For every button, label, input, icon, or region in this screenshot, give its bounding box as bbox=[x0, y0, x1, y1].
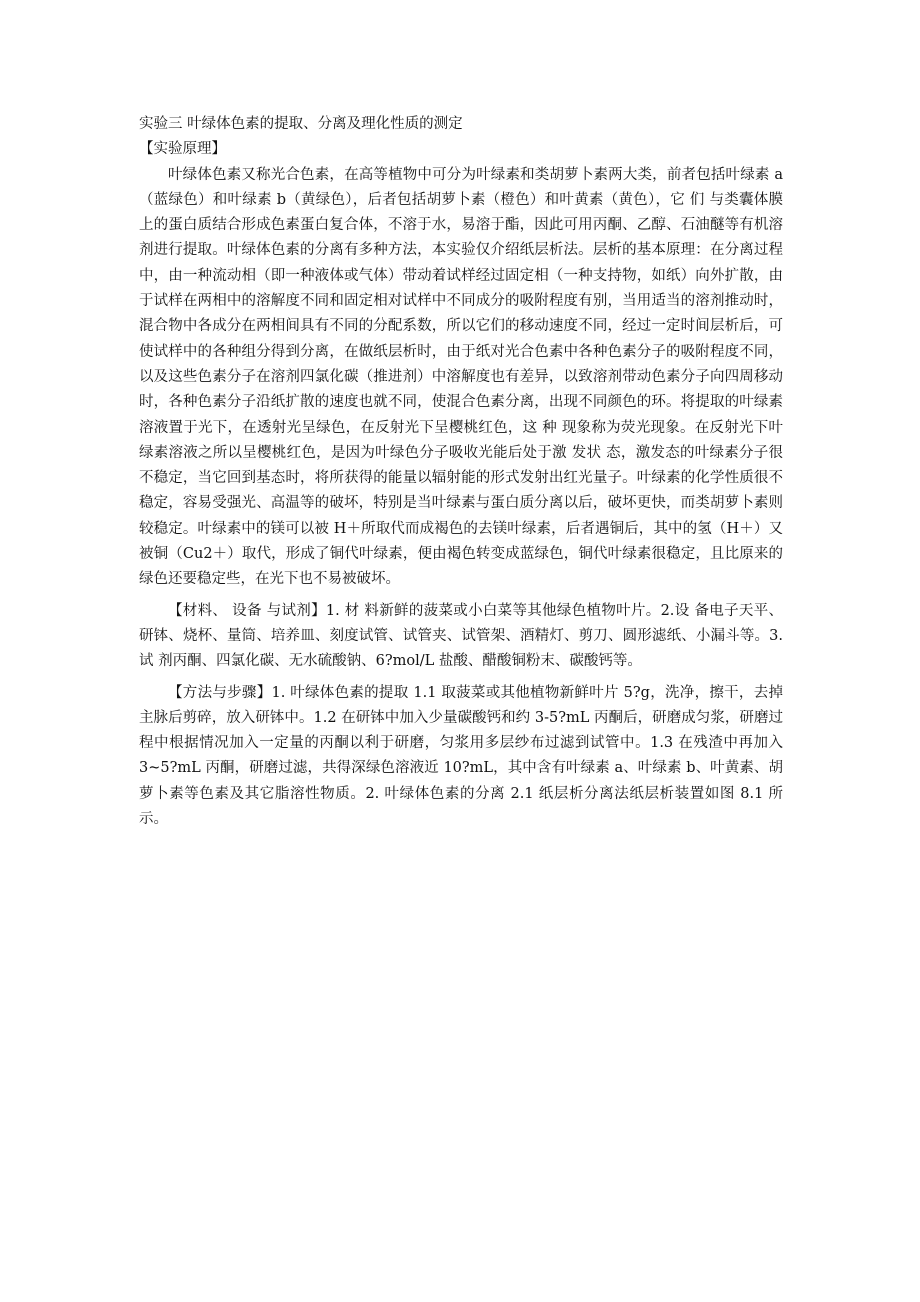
materials-paragraph: 【材料、 设备 与试剂】1. 材 料新鲜的菠菜或小白菜等其他绿色植物叶片。2.设 备电子天平、研钵、烧杯、量筒、培养皿、刻度试管、试管夹、试管架、酒精灯、剪刀、圆形滤纸、小漏斗等。3.试 剂丙酮、四氯化碳、无水硫酸钠、6?mol/L 盐酸、醋酸铜粉末、碳酸钙等。 bbox=[139, 602, 783, 670]
principle-paragraph: 叶绿体色素又称光合色素，在高等植物中可分为叶绿素和类胡萝卜素两大类，前者包括叶绿素 a（蓝绿色）和叶绿素 b（黄绿色），后者包括胡萝卜素（橙色）和叶黄素（黄色），它 们 与类囊体膜上的蛋白质结合形成色素蛋白复合体，不溶于水，易溶于酯，因此可用丙酮、乙醇、石油醚等有机溶剂进行提取。叶绿体色素的分离有多种方法，本实验仅介绍纸层析法。层析的基本原理：在分离过程中，由一种流动相（即一种液体或气体）带动着试样经过固定相（一种支持物，如纸）向外扩散，由于试样在两相中的溶解度不同和固定相对试样中不同成分的吸附程度有别，当用适当的溶剂推动时，混合物中各成分在两相间具有不同的分配系数，所以它们的移动速度不同，经过一定时间层析后，可使试样中的各种组分得到分离，在做纸层析时，由于纸对光合色素中各种色素分子的吸附程度不同，以及这些色素分子在溶剂四氯化碳（推进剂）中溶解度也有差异，以致溶剂带动色素分子向四周移动时，各种色素分子沿纸扩散的速度也就不同，使混合色素分离，出现不同颜色的环。将提取的叶绿素溶液置于光下，在透射光呈绿色，在反射光下呈樱桃红色，这 种 现象称为荧光现象。在反射光下叶绿素溶液之所以呈樱桃红色，是因为叶绿色分子吸收光能后处于激 发状 态，激发态的叶绿素分子很不稳定，当它回到基态时，将所获得的能量以辐射能的形式发射出红光量子。叶绿素的化学性质很不稳定，容易受强光、高温等的破坏，特别是当叶绿素与蛋白质分离以后，破坏更快，而类胡萝卜素则较稳定。叶绿素中的镁可以被 H＋所取代而成褐色的去镁叶绿素，后者遇铜后，其中的氢（H＋）又被铜（Cu2＋）取代，形成了铜代叶绿素，便由褐色转变成蓝绿色，铜代叶绿素很稳定，且比原来的绿色还要稳定些，在光下也不易被破坏。 bbox=[139, 166, 783, 588]
methods-paragraph: 【方法与步骤】1. 叶绿体色素的提取 1.1 取菠菜或其他植物新鲜叶片 5?g，洗净，擦干，去掉主脉后剪碎，放入研钵中。1.2 在研钵中加入少量碳酸钙和约 3-5?mL 丙酮后，研磨成匀浆，研磨过程中根据情况加入一定量的丙酮以利于研磨，匀浆用多层纱布过滤到试管中。1.3 在残渣中再加入 3~5?mL 丙酮，研磨过滤，共得深绿色溶液近 10?mL，其中含有叶绿素 a、叶绿素 b、叶黄素、胡萝卜素等色素及其它脂溶性物质。2. 叶绿体色素的分离 2.1 纸层析分离法纸层析装置如图 8.1 所示。 bbox=[139, 684, 783, 828]
principle-heading: 【实验原理】 bbox=[139, 141, 226, 158]
document-body bbox=[139, 112, 783, 832]
document-title: 实验三 叶绿体色素的提取、分离及理化性质的测定 bbox=[139, 116, 463, 132]
